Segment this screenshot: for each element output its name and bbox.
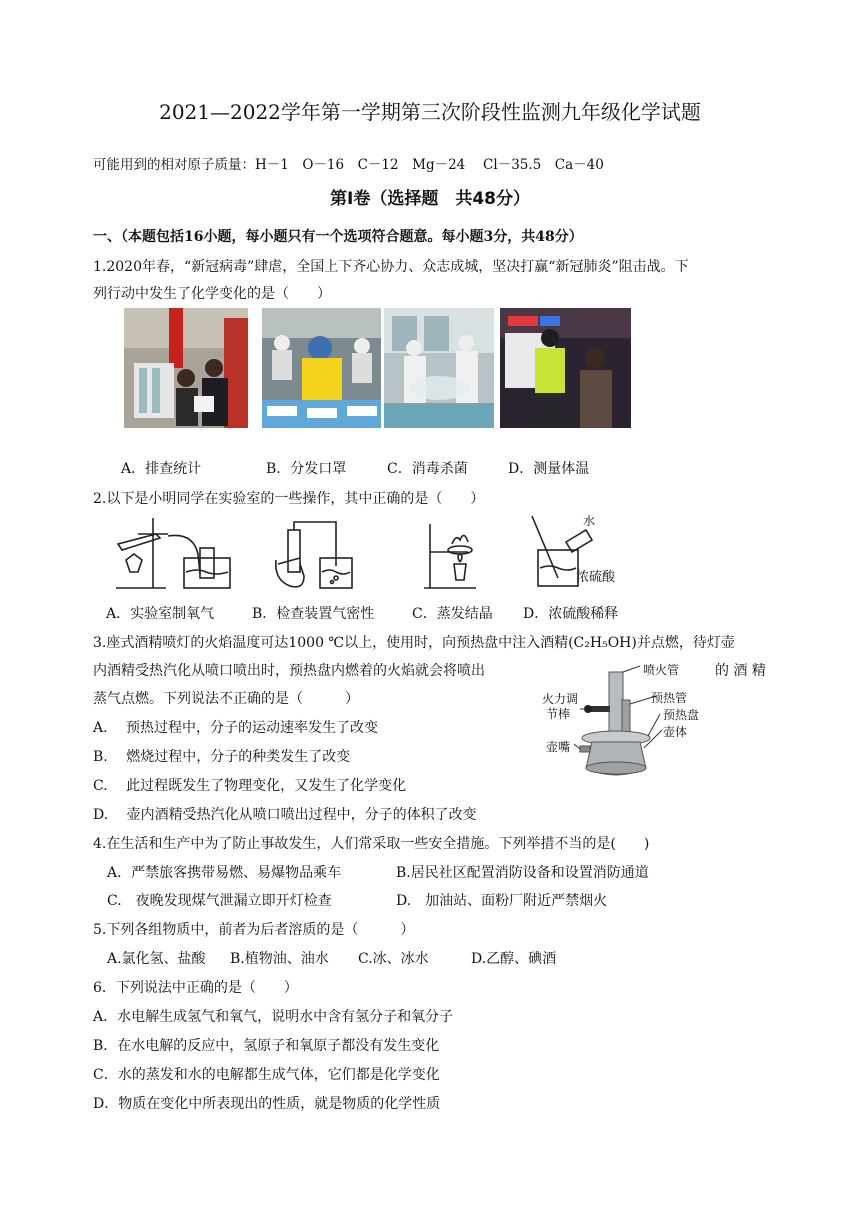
q3-label-pot-mouth: 壶嘴 (546, 740, 571, 754)
q1-option-d: D．测量体温 (508, 461, 590, 477)
q1-stem-line2: 列行动中发生了化学变化的是（ ） (93, 286, 331, 302)
q3-label-pot-body: 壶体 (663, 725, 688, 739)
q2-label-acid: 浓硫酸 (576, 570, 616, 585)
q3-stem-line2b: 的 酒 精 (715, 663, 766, 679)
q2-option-a: A．实验室制氧气 (106, 606, 215, 622)
q6-option-c: C．水的蒸发和水的电解都生成气体，它们都是化学变化 (93, 1067, 440, 1083)
q3-stem-line1: 3.座式酒精喷灯的火焰温度可达1000 ℃以上，使用时，向预热盘中注入酒精(C₂H₅OH)并点燃，待灯壶 (93, 635, 735, 651)
q2-stem: 2.以下是小明同学在实验室的一些操作，其中正确的是（ ） (93, 491, 485, 507)
q1-stem-line1: 1.2020年春，“新冠病毒”肆虐，全国上下齐心协力、众志成城，坚决打赢“新冠肺炎”阻击战。下 (93, 259, 689, 275)
q1-photo-b (262, 308, 381, 428)
q1-photo-d (500, 308, 631, 428)
q4-option-a: A．严禁旅客携带易燃、易爆物品乘车 (107, 865, 342, 881)
q2-option-b: B．检查装置气密性 (252, 606, 375, 622)
q5-stem: 5.下列各组物质中，前者为后者溶质的是（ ） (93, 922, 415, 938)
q2-figure-b (270, 520, 360, 592)
q2-figure-a (108, 514, 234, 590)
q3-option-d: D. 壶内酒精受热汽化从喷口喷出过程中，分子的体积了改变 (93, 807, 477, 823)
q5-option-a: A.氯化氢、盐酸 (107, 951, 206, 967)
q3-option-b: B. 燃烧过程中，分子的种类发生了改变 (93, 749, 351, 765)
q4-option-b: B.居民社区配置消防设备和设置消防通道 (396, 865, 649, 881)
q1-option-a: A．排查统计 (121, 461, 202, 477)
q1-photo-a (124, 308, 248, 428)
q3-label-preheat-tube: 预热管 (651, 691, 688, 705)
q2-option-d: D．浓硫酸稀释 (523, 606, 619, 622)
q1-option-b: B．分发口罩 (266, 461, 347, 477)
q3-label-nozzle-tube: 喷火管 (643, 663, 680, 677)
q6-option-a: A．水电解生成氢气和氧气，说明水中含有氢分子和氧分子 (93, 1009, 454, 1025)
q1-option-c: C．消毒杀菌 (387, 461, 468, 477)
q4-option-d: D. 加油站、面粉厂附近严禁烟火 (396, 893, 608, 909)
q2-option-c: C．蒸发结晶 (412, 606, 493, 622)
q3-option-a: A. 预热过程中，分子的运动速率发生了改变 (93, 720, 379, 736)
q6-option-b: B．在水电解的反应中，氢原子和氧原子都没有发生变化 (93, 1038, 440, 1054)
q3-stem-line3: 蒸气点燃。下列说法不正确的是（ ） (93, 691, 359, 707)
section-header: 一、（本题包括16小题，每小题只有一个选项符合题意。每小题3分，共48分） (93, 229, 583, 245)
atomic-masses: 可能用到的相对原子质量：H－1 O－16 C－12 Mg－24 Cl－35.5 Ca－40 (93, 157, 604, 173)
q5-option-d: D.乙醇、碘酒 (471, 951, 557, 967)
q1-photo-c (384, 308, 494, 428)
q3-label-fire-adjust-2: 节棒 (546, 707, 571, 721)
q2-label-water: 水 (583, 514, 596, 528)
q3-label-preheat-plate: 预热盘 (663, 708, 700, 722)
part-title: 第Ⅰ卷（选择题 共48分） (330, 189, 530, 209)
q6-option-d: D．物质在变化中所表现出的性质，就是物质的化学性质 (93, 1096, 441, 1112)
q3-option-c: C. 此过程既发生了物理变化，又发生了化学变化 (93, 778, 407, 794)
q3-stem-line2a: 内酒精受热汽化从喷口喷出时，预热盘内燃着的火焰就会将喷出 (93, 663, 485, 679)
q3-label-fire-adjust-1: 火力调 (542, 692, 579, 706)
q6-stem: 6．下列说法中正确的是（ ） (93, 980, 298, 996)
q5-option-b: B.植物油、油水 (230, 951, 329, 967)
q4-option-c: C. 夜晚发现煤气泄漏立即开灯检查 (107, 893, 332, 909)
q2-figure-c (420, 518, 480, 590)
q4-stem: 4.在生活和生产中为了防止事故发生，人们常采取一些安全措施。下列举措不当的是( ) (93, 836, 650, 852)
exam-title: 2021—2022学年第一学期第三次阶段性监测九年级化学试题 (159, 100, 701, 124)
q5-option-c: C.冰、冰水 (358, 951, 429, 967)
